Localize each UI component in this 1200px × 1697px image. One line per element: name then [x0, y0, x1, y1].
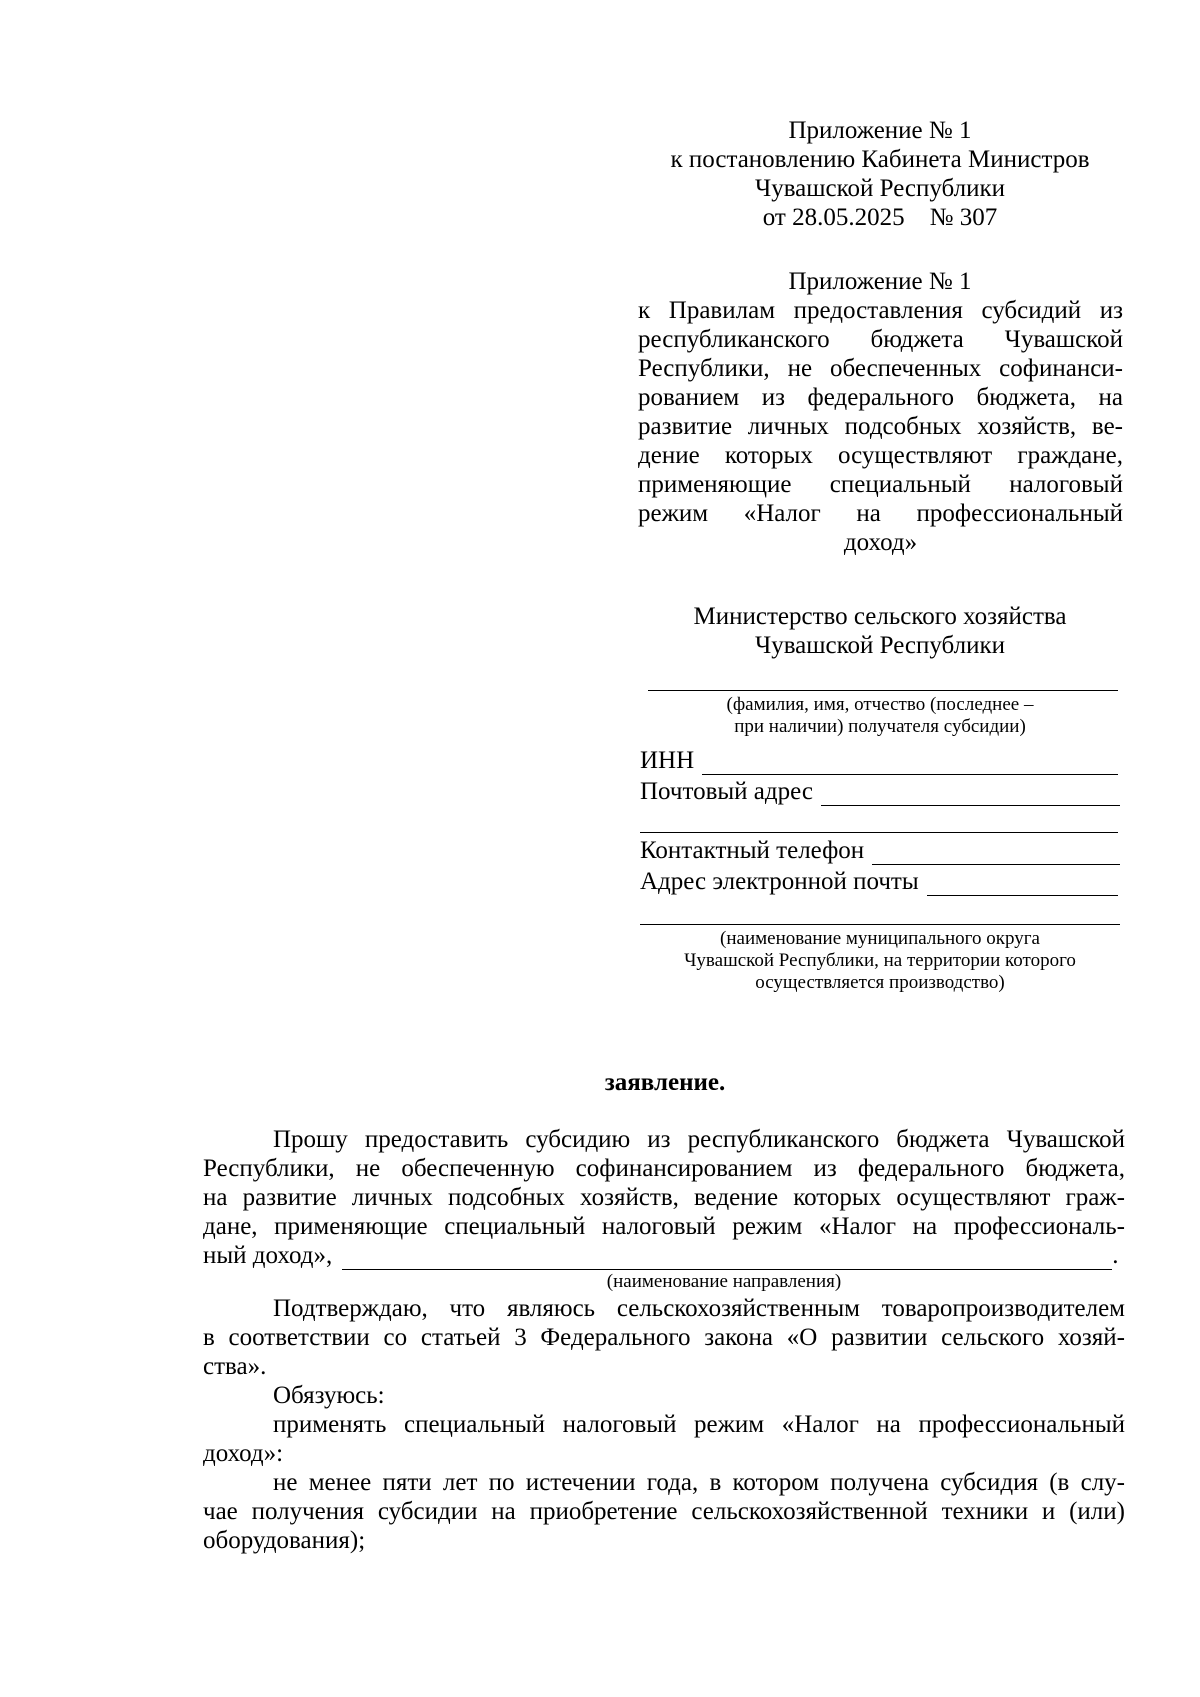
paragraph-line: ный доход», — [203, 1242, 333, 1269]
fio-field[interactable] — [648, 690, 1118, 691]
appendix-header — [640, 116, 1120, 232]
document-title-text: заявление. — [604, 1069, 726, 1096]
municipality-hint — [630, 928, 1130, 994]
rules-line: Республики, не обеспеченных софинанси- — [638, 355, 1123, 382]
paragraph-line: Подтверждаю, что являюсь сельскохозяйственным товаропроизводителем — [273, 1295, 1125, 1322]
paragraph-line: в соответствии со статьей 3 Федерального закона «О развитии сельского хозяй- — [203, 1324, 1125, 1351]
phone-row — [640, 836, 1120, 865]
paragraph-line: оборудования); — [203, 1527, 366, 1554]
paragraph-end: . — [1112, 1242, 1119, 1269]
appendix-republic: Чувашской Республики — [754, 175, 1006, 202]
rules-line-last: доход» — [843, 529, 918, 556]
paragraph-line: применять специальный налоговый режим «Налог на профессиональный — [273, 1411, 1125, 1438]
municipality-hint-line: осуществляется производство) — [755, 972, 1005, 993]
paragraph-line: Прошу предоставить субсидию из республиканского бюджета Чувашской — [273, 1126, 1125, 1153]
ministry-line: Министерство сельского хозяйства — [693, 603, 1067, 630]
appendix-number: Приложение № 1 — [788, 117, 972, 144]
rules-line: режим «Налог на профессиональный — [638, 500, 1123, 527]
address-field[interactable] — [821, 783, 1120, 806]
municipality-hint-line: (наименование муниципального округа — [720, 928, 1040, 949]
appendix-resolution: к постановлению Кабинета Министров — [670, 146, 1090, 173]
inn-label: ИНН — [640, 747, 695, 774]
direction-hint: (наименование направления) — [606, 1271, 842, 1292]
ministry-line: Чувашской Республики — [754, 632, 1006, 659]
paragraph-line: дане, применяющие специальный налоговый режим «Налог на профессиональ- — [203, 1213, 1125, 1240]
phone-label: Контактный телефон — [640, 837, 865, 864]
direction-field[interactable] — [342, 1247, 1112, 1270]
paragraph-line: Республики, не обеспеченную софинансированием из федерального бюджета, — [203, 1155, 1125, 1182]
fio-hint-line: при наличии) получателя субсидии) — [734, 716, 1026, 737]
municipality-field[interactable] — [640, 924, 1120, 925]
phone-field[interactable] — [872, 842, 1120, 865]
inn-field[interactable] — [702, 752, 1118, 775]
rules-appendix-text — [638, 296, 1123, 557]
rules-line: дение которых осуществляют граждане, — [638, 442, 1123, 469]
address-label: Почтовый адрес — [640, 778, 813, 805]
fio-hint-line: (фамилия, имя, отчество (последнее – — [726, 694, 1034, 715]
document-body — [203, 1125, 1125, 1555]
paragraph-line: доход»: — [203, 1440, 284, 1467]
rules-line: рованием из федерального бюджета, на — [638, 384, 1123, 411]
ministry-name — [640, 602, 1120, 660]
paragraph-line: Обязуюсь: — [273, 1382, 385, 1409]
document-title — [0, 1068, 1200, 1097]
inn-row — [640, 746, 1118, 775]
email-label: Адрес электронной почты — [640, 868, 919, 895]
email-row — [640, 867, 1118, 896]
fio-hint — [640, 694, 1120, 738]
paragraph-line: не менее пяти лет по истечении года, в котором получена субсидия (в слу- — [273, 1469, 1125, 1496]
paragraph-line: чае получения субсидии на приобретение сельскохозяйственной техники и (или) — [203, 1498, 1125, 1525]
direction-row — [203, 1241, 1125, 1270]
rules-line: к Правилам предоставления субсидий из — [638, 297, 1123, 324]
rules-line: развитие личных подсобных хозяйств, ве- — [638, 413, 1123, 440]
paragraph-line: на развитие личных подсобных хозяйств, ведение которых осуществляют граж- — [203, 1184, 1125, 1211]
email-field[interactable] — [927, 873, 1118, 896]
rules-line: применяющие специальный налоговый — [638, 471, 1123, 498]
address-row — [640, 777, 1120, 806]
appendix-date-number: от 28.05.2025 № 307 — [762, 204, 998, 231]
municipality-hint-line: Чувашской Республики, на территории которого — [684, 950, 1076, 971]
paragraph-line: ства». — [203, 1353, 267, 1380]
address-field-line2[interactable] — [640, 832, 1118, 833]
rules-line: республиканского бюджета Чувашской — [638, 326, 1123, 353]
rules-appendix-title: Приложение № 1 — [788, 268, 972, 295]
